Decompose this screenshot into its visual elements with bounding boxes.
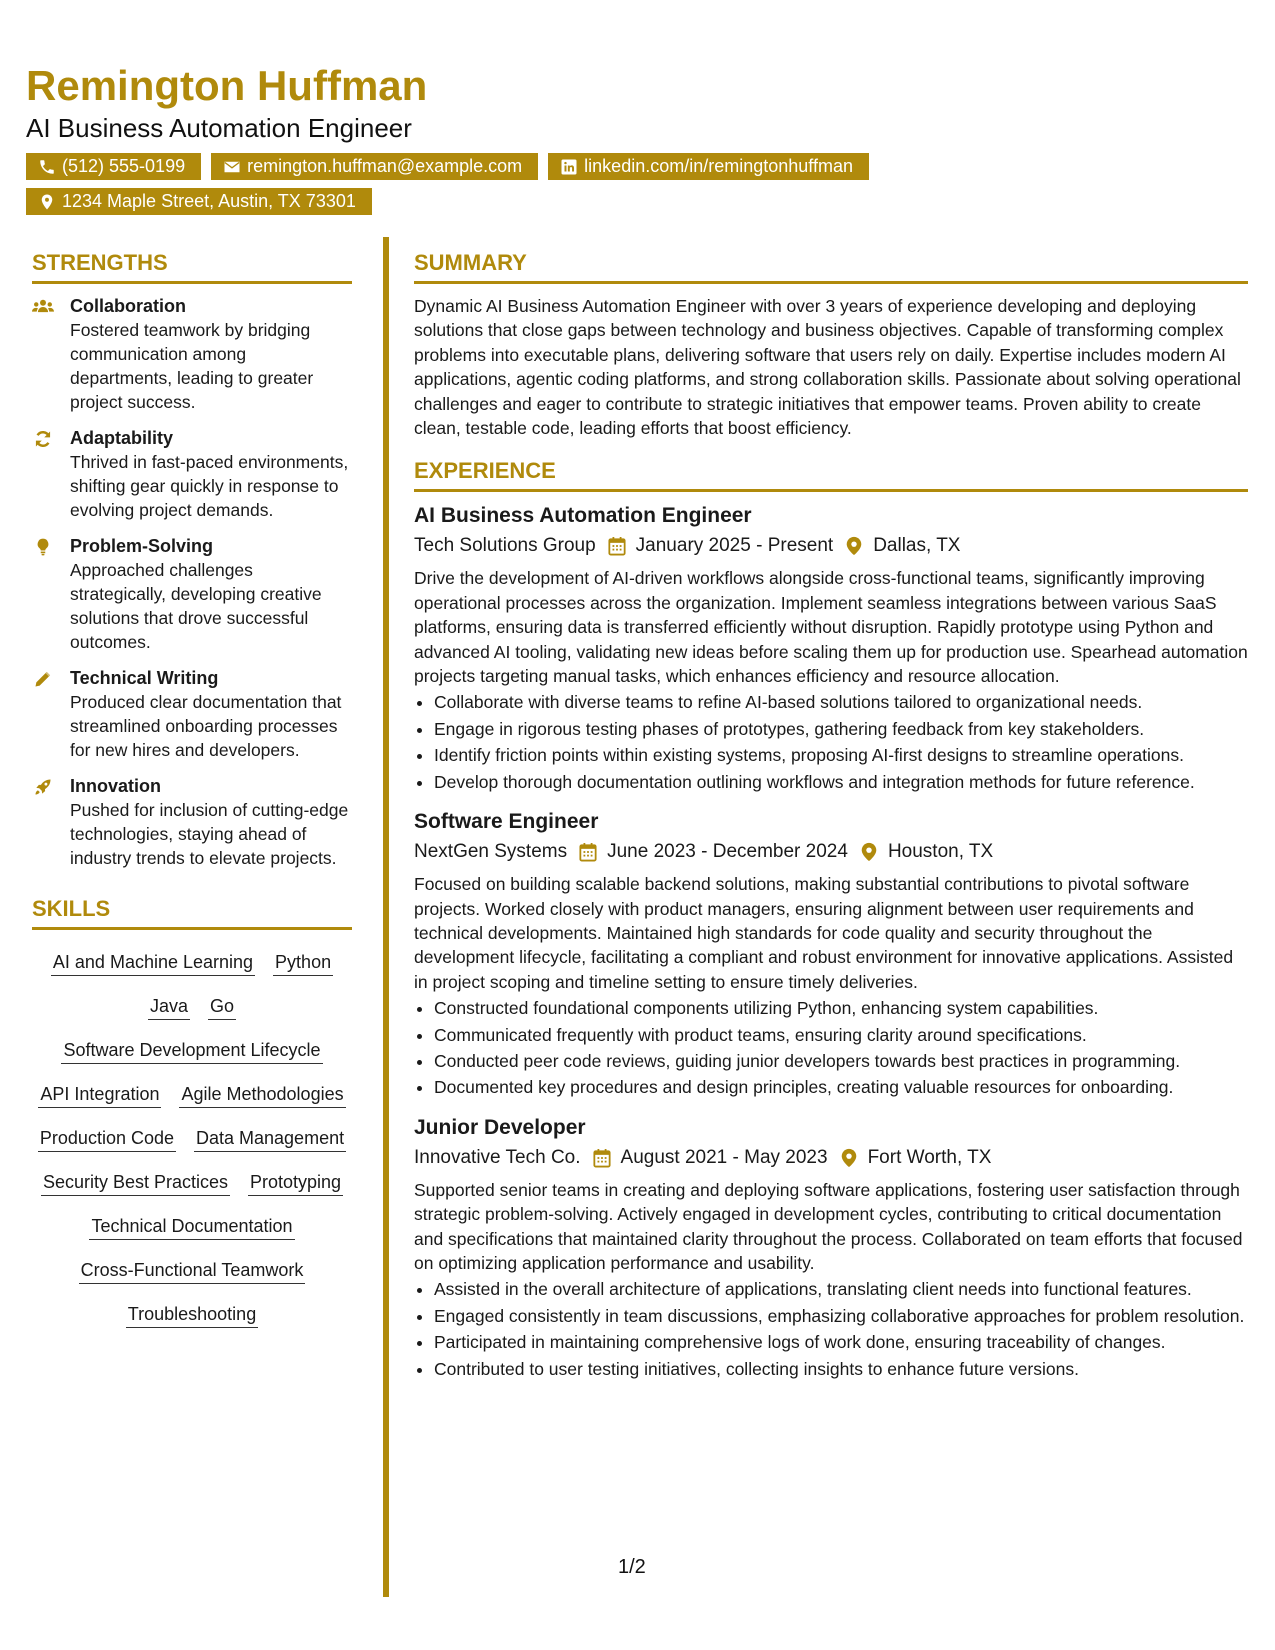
strength-desc: Produced clear documentation that streamlined onboarding processes for new hires and developers.	[70, 692, 342, 760]
strength-desc: Thrived in fast-paced environments, shifting gear quickly in response to evolving project demands.	[70, 452, 349, 520]
calendar-icon	[593, 1148, 611, 1168]
job-dates: June 2023 - December 2024	[607, 841, 848, 863]
skills-list	[32, 940, 352, 1328]
job-bullet: • Communicated frequently with product teams, ensuring clarity around specifications.	[434, 1023, 1248, 1047]
location-pin-icon	[860, 842, 878, 862]
phone-chip[interactable]	[26, 153, 201, 180]
location-pin-icon	[38, 193, 56, 211]
skill-tag: Agile Methodologies	[179, 1082, 345, 1108]
skill-tag: Go	[208, 994, 236, 1020]
phone-icon	[38, 158, 56, 176]
page-number: 1/2	[618, 1556, 646, 1578]
job-bullet: • Engage in rigorous testing phases of prototypes, gathering feedback from key stakeholders.	[434, 717, 1248, 741]
strength-title: Innovation	[70, 776, 161, 796]
job-entry	[414, 502, 1248, 794]
email-chip[interactable]	[211, 153, 538, 180]
candidate-name: Remington Huffman	[26, 62, 428, 109]
rocket-icon	[32, 777, 54, 797]
lightbulb-icon	[32, 537, 54, 557]
job-company: NextGen Systems	[414, 841, 568, 863]
job-bullet: • Conducted peer code reviews, guiding junior developers towards best practices in programming.	[434, 1049, 1248, 1073]
contact-row	[26, 153, 869, 180]
skill-tag: Cross-Functional Teamwork	[79, 1258, 306, 1284]
candidate-role: AI Business Automation Engineer	[26, 113, 412, 143]
strength-item	[32, 426, 352, 522]
skill-tag: Python	[273, 950, 333, 976]
job-bullet: • Documented key procedures and design principles, creating valuable resources for onboarding.	[434, 1075, 1248, 1099]
column-divider	[383, 237, 389, 1597]
linkedin-text: linkedin.com/in/remingtonhuffman	[584, 156, 853, 176]
right-column	[414, 250, 1248, 1395]
job-description: Supported senior teams in creating and deploying software applications, fostering user satisfaction through strategic problem-solving. Actively engaged in development cycles, contributing to critical documentation and specifications that maintained clarity throughout the process. Collaborated on team efforts that focused on optimizing application performance and usability.	[414, 1179, 1243, 1273]
users-icon	[32, 297, 54, 317]
calendar-icon	[608, 536, 626, 556]
skill-tag: API Integration	[38, 1082, 161, 1108]
job-meta	[414, 838, 1248, 866]
job-title: Software Engineer	[414, 810, 599, 834]
experience-heading: EXPERIENCE	[414, 458, 1248, 492]
job-bullet: • Constructed foundational components utilizing Python, enhancing system capabilities.	[434, 996, 1248, 1020]
location-pin-icon	[845, 536, 863, 556]
strength-title: Technical Writing	[70, 668, 219, 688]
skill-tag: Prototyping	[248, 1170, 343, 1196]
email-text: remington.huffman@example.com	[247, 156, 523, 176]
strengths-heading: STRENGTHS	[32, 250, 352, 284]
skill-tag: Software Development Lifecycle	[61, 1038, 322, 1064]
job-bullet: • Contributed to user testing initiatives, collecting insights to enhance future versions.	[434, 1357, 1248, 1381]
job-dates: August 2021 - May 2023	[620, 1146, 828, 1168]
skill-tag: AI and Machine Learning	[51, 950, 255, 976]
job-title: AI Business Automation Engineer	[414, 504, 752, 528]
strength-item	[32, 774, 352, 870]
address-chip	[26, 188, 372, 215]
address-text: 1234 Maple Street, Austin, TX 73301	[62, 191, 356, 211]
skill-tag: Security Best Practices	[41, 1170, 230, 1196]
job-company: Tech Solutions Group	[414, 535, 596, 557]
strength-item	[32, 666, 352, 762]
left-column	[32, 250, 352, 1328]
skill-tag: Data Management	[194, 1126, 346, 1152]
location-pin-icon	[840, 1148, 858, 1168]
envelope-icon	[223, 158, 241, 176]
job-bullet: • Assisted in the overall architecture of applications, translating client needs into functional features.	[434, 1277, 1248, 1301]
skill-tag: Troubleshooting	[126, 1302, 258, 1328]
job-location: Dallas, TX	[873, 535, 961, 557]
strength-item	[32, 294, 352, 414]
job-title: Junior Developer	[414, 1115, 586, 1139]
job-bullet: • Collaborate with diverse teams to refine AI-based solutions tailored to organizational needs.	[434, 690, 1248, 714]
job-bullets	[414, 690, 1248, 794]
linkedin-icon	[560, 158, 578, 176]
summary-heading: SUMMARY	[414, 250, 1248, 284]
strength-title: Problem-Solving	[70, 536, 214, 556]
contact-row-address	[26, 188, 372, 215]
job-bullet: • Develop thorough documentation outlining workflows and integration methods for future reference.	[434, 770, 1248, 794]
phone-text: (512) 555-0199	[62, 156, 186, 176]
strength-title: Collaboration	[70, 296, 186, 316]
skills-heading: SKILLS	[32, 896, 352, 930]
strength-desc: Fostered teamwork by bridging communication among departments, leading to greater project success.	[70, 320, 314, 412]
calendar-icon	[579, 842, 597, 862]
strength-desc: Approached challenges strategically, developing creative solutions that drove successful outcomes.	[70, 560, 322, 652]
job-meta	[414, 532, 1248, 560]
linkedin-chip[interactable]	[548, 153, 869, 180]
skill-tag: Production Code	[38, 1126, 176, 1152]
summary-text: Dynamic AI Business Automation Engineer with over 3 years of experience developing and deploying solutions that close gaps between technology and business objectives. Capable of transforming complex problems into executable plans, delivering software that users rely on daily. Expertise includes modern AI applications, agentic coding platforms, and strong collaboration skills. Passionate about solving operational challenges and eager to contribute to strategic initiatives that empower teams. Proven ability to create clean, testable code, leading efforts that boost efficiency.	[414, 296, 1241, 439]
refresh-icon	[32, 429, 54, 449]
job-description: Drive the development of AI-driven workflows alongside cross-functional teams, significantly improving operational processes across the organization. Implement seamless integrations between various SaaS platforms, ensuring data is transferred efficiently without disruption. Rapidly prototype using Python and advanced AI tooling, validating new ideas before scaling them up for production use. Spearhead automation projects targeting manual tasks, which enhances efficiency and resource allocation.	[414, 568, 1248, 687]
job-meta	[414, 1144, 1248, 1172]
job-bullets	[414, 996, 1248, 1100]
job-bullet: • Engaged consistently in team discussions, emphasizing collaborative approaches for problem resolution.	[434, 1304, 1248, 1328]
job-company: Innovative Tech Co.	[414, 1146, 581, 1168]
pencil-icon	[32, 669, 54, 689]
job-entry	[414, 808, 1248, 1100]
job-dates: January 2025 - Present	[635, 535, 834, 557]
job-location: Houston, TX	[887, 841, 994, 863]
strength-desc: Pushed for inclusion of cutting-edge technologies, staying ahead of industry trends to elevate projects.	[70, 800, 349, 868]
job-entry	[414, 1114, 1248, 1381]
skill-tag: Technical Documentation	[89, 1214, 294, 1240]
job-description: Focused on building scalable backend solutions, making substantial contributions to pivotal software projects. Worked closely with product managers, ensuring alignment between user requirements and technical developments. Maintained high standards for code quality and security throughout the development lifecycle, facilitating a compliant and robust environment for innovative applications. Assisted in project scoping and timeline setting to ensure timely deliveries.	[414, 874, 1234, 992]
job-bullet: • Participated in maintaining comprehensive logs of work done, ensuring traceability of changes.	[434, 1330, 1248, 1354]
strength-item	[32, 534, 352, 654]
job-location: Fort Worth, TX	[867, 1146, 992, 1168]
strength-title: Adaptability	[70, 428, 174, 448]
job-bullets	[414, 1277, 1248, 1381]
job-bullet: • Identify friction points within existing systems, proposing AI-first designs to streamline operations.	[434, 743, 1248, 767]
skill-tag: Java	[148, 994, 190, 1020]
